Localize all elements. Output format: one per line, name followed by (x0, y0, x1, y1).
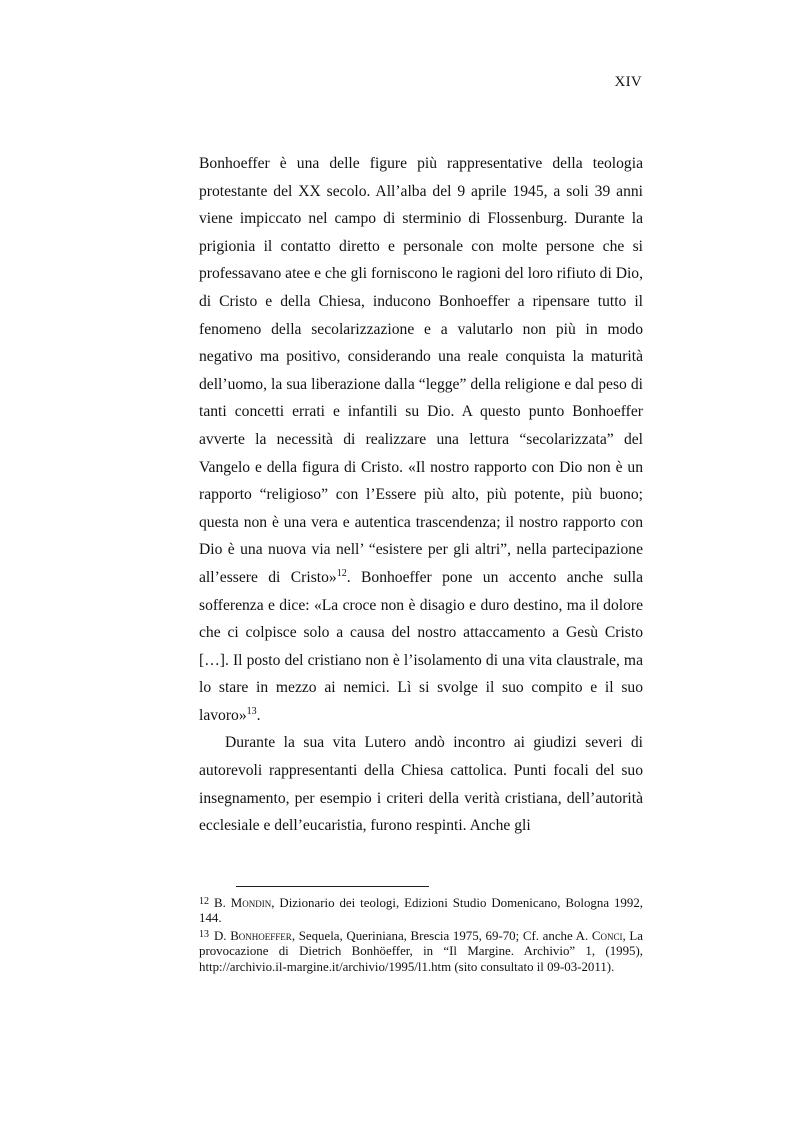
text-run: Bonhoeffer è una delle figure più rappresentative della teologia protestante del XX secolo. All’alba del 9 aprile 1945, a soli 39 anni viene impiccato nel campo di sterminio di Flossenburg. Durante la prigionia il contatto diretto e personale con molte persone che si professavano atee e che gli forniscono le ragioni del loro rifiuto di Dio, di Cristo e della Chiesa, inducono Bonhoeffer a ripensare tutto il fenomeno della secolarizzazione e a valutarlo non più in modo negativo ma positivo, considerando una reale conquista la maturità dell’uomo, la sua liberazione dalla “legge” della religione e dal peso di tanti concetti errati e infantili su Dio. A questo punto Bonhoeffer avverte la necessità di realizzare una lettura “secolarizzata” del Vangelo e della figura di Cristo. «Il nostro rapporto con Dio non è un rapporto “religioso” con l’Essere più alto, più potente, più buono; questa non è una vera e autentica trascendenza; il nostro rapporto con Dio è una nuova via nell’ “esistere per gli altri”, nella partecipazione all’essere di Cristo» (199, 155, 643, 586)
author-name: Mondin (230, 896, 272, 910)
text-run: . Bonhoeffer pone un accento anche sulla sofferenza e dice: «La croce non è disagio e duro destino, ma il dolore che ci colpisce solo a causa del nostro attaccamento a Gesù Cristo […]. Il posto del cristiano non è l’isolamento di una vita claustrale, ma lo stare in mezzo ai nemici. Lì si svolge il suo compito e il suo lavoro» (199, 568, 643, 724)
text-run: , Sequela, Queriniana, Brescia 1975, 69-70; Cf. anche A. (291, 928, 592, 943)
footnotes (199, 896, 643, 977)
page-number: XIV (614, 74, 642, 90)
text-run: . (256, 706, 261, 724)
body-text (199, 150, 643, 840)
author-name: Bonhoeffer (230, 928, 292, 943)
paragraph-2 (199, 729, 643, 839)
text-run: , Dizionario dei teologi, Edizioni Studio Domenicano, Bologna 1992, 144. (199, 896, 643, 926)
text-run: B. (214, 896, 231, 910)
paragraph-1 (199, 150, 643, 729)
footnote-number: 12 (199, 896, 209, 907)
author-name: Conci (591, 928, 623, 943)
text-run: Durante la sua vita Lutero andò incontro ai giudizi severi di autorevoli rappresentanti della Chiesa cattolica. Punti focali del suo insegnamento, per esempio i criteri della verità cristiana, dell’autorità ecclesiale e dell’eucaristia, furono respinti. Anche gli (199, 734, 643, 835)
footnote-number: 13 (199, 928, 209, 940)
footnote-separator (236, 886, 429, 887)
footnote-ref-13: 13 (246, 705, 257, 717)
footnote-12 (199, 896, 643, 927)
text-run: D. (214, 928, 231, 943)
footnote-ref-12: 12 (336, 567, 347, 579)
text-run: , La provocazione di Dietrich Bonhöeffer, in “Il Margine. Archivio” 1, (1995), http://archivio.il-margine.it/archivio/1995/l1.htm (sito consultato il 09-03-2011). (199, 928, 643, 974)
footnote-13 (199, 929, 643, 975)
